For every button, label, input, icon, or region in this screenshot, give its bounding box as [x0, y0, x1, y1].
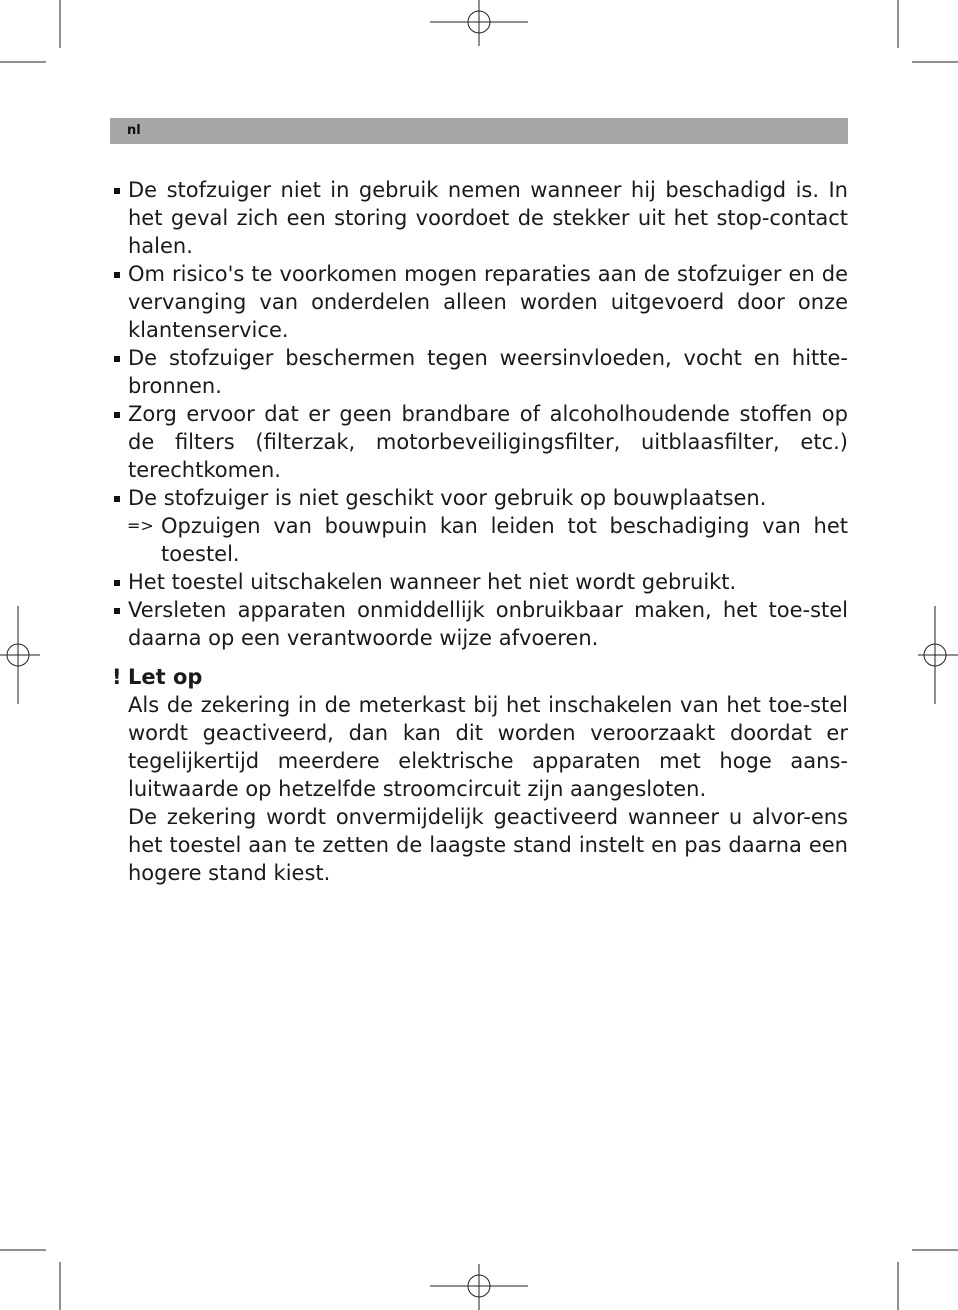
notice-paragraph: Als de zekering in de meterkast bij het inschakelen van het toe-stel wordt geactiveerd, dan kan dit worden veroorzaakt doordat er tegelijkertijd meerdere elektrische apparaten met hoge aans-luitwaarde op hetzelfde stroomcircuit zijn aangesloten.: [128, 693, 848, 801]
list-item-text: Het toestel uitschakelen wanneer het niet wordt gebruikt.: [128, 570, 737, 594]
exclamation-icon: !: [112, 665, 122, 689]
bullet-list: [112, 176, 848, 652]
consequence-note: [112, 512, 848, 568]
list-item: [112, 596, 848, 652]
list-item-text: Versleten apparaten onmiddellijk onbruikbaar maken, het toe-stel daarna op een verantwoorde wijze afvoeren.: [128, 598, 848, 650]
square-bullet-icon: [114, 412, 120, 418]
list-item-text: De stofzuiger is niet geschikt voor gebruik op bouwplaatsen.: [128, 486, 767, 510]
square-bullet-icon: [114, 496, 120, 502]
safety-instructions: [112, 176, 848, 887]
language-tag: nl: [127, 123, 141, 138]
list-item: [112, 176, 848, 260]
section-header-bar: [110, 118, 848, 144]
list-item-text: De stofzuiger niet in gebruik nemen wanneer hij beschadigd is. In het geval zich een storing voordoet de stekker uit het stop-contact halen.: [128, 178, 848, 258]
caution-notice: [112, 663, 848, 887]
list-item: [112, 344, 848, 400]
square-bullet-icon: [114, 272, 120, 278]
notice-heading: [112, 663, 848, 691]
list-item-text: Zorg ervoor dat er geen brandbare of alcoholhoudende stoffen op de filters (filterzak, motorbeveiligingsfilter, uitblaasfilter, etc.) terechtkomen.: [128, 402, 848, 482]
list-item: [112, 484, 848, 512]
list-item: [112, 260, 848, 344]
list-item-text: De stofzuiger beschermen tegen weersinvloeden, vocht en hitte-bronnen.: [128, 346, 848, 398]
consequence-text: Opzuigen van bouwpuin kan leiden tot beschadiging van het toestel.: [161, 514, 848, 566]
square-bullet-icon: [114, 356, 120, 362]
square-bullet-icon: [114, 188, 120, 194]
list-item: [112, 400, 848, 484]
notice-paragraph: De zekering wordt onvermijdelijk geactiveerd wanneer u alvor-ens het toestel aan te zetten de laagste stand instelt en pas daarna een hogere stand kiest.: [128, 805, 848, 885]
square-bullet-icon: [114, 608, 120, 614]
list-item-text: Om risico's te voorkomen mogen reparaties aan de stofzuiger en de vervanging van onderdelen alleen worden uitgevoerd door onze klantenservice.: [128, 262, 848, 342]
arrow-marker: =>: [127, 516, 154, 535]
square-bullet-icon: [114, 580, 120, 586]
list-item: [112, 568, 848, 596]
notice-title: Let op: [128, 665, 203, 689]
